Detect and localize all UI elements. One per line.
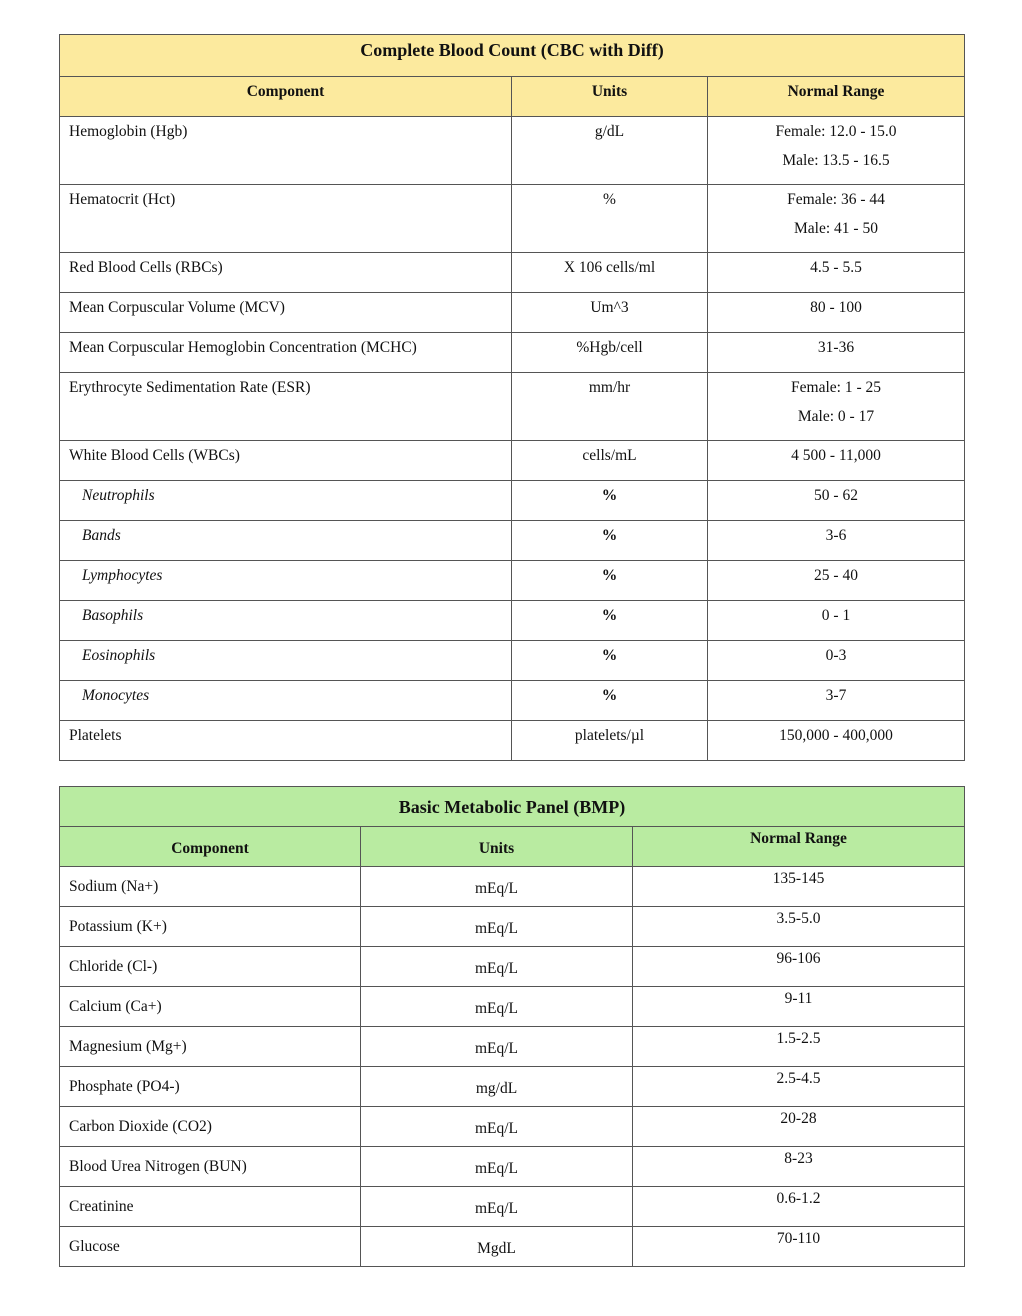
component-cell: Blood Urea Nitrogen (BUN) (60, 1147, 361, 1187)
component-cell: Phosphate (PO4-) (60, 1067, 361, 1107)
normal-range-cell (708, 253, 965, 293)
normal-range-cell (708, 185, 965, 253)
table-row (60, 561, 965, 601)
table-row (60, 333, 965, 373)
range-line: 4.5 - 5.5 (810, 259, 862, 276)
cbc-title: Complete Blood Count (CBC with Diff) (60, 35, 965, 77)
table-row (60, 721, 965, 761)
component-cell: Chloride (Cl-) (60, 947, 361, 987)
component-cell: Magnesium (Mg+) (60, 1027, 361, 1067)
units-cell: cells/mL (512, 441, 708, 481)
component-cell: Creatinine (60, 1187, 361, 1227)
normal-range-cell: 8-23 (633, 1147, 965, 1187)
units-cell: % (512, 641, 708, 681)
normal-range-cell: 2.5-4.5 (633, 1067, 965, 1107)
units-cell: % (512, 185, 708, 253)
table-row (60, 293, 965, 333)
range-line: 0 - 1 (821, 607, 851, 624)
cbc-table (59, 34, 965, 761)
units-cell: platelets/µl (512, 721, 708, 761)
bmp-table (59, 786, 965, 1267)
units-cell: MgdL (361, 1227, 633, 1267)
range-line: Female: 36 - 44 (787, 191, 885, 208)
range-line: Male: 0 - 17 (797, 408, 875, 425)
component-cell: Potassium (K+) (60, 907, 361, 947)
normal-range-cell (708, 441, 965, 481)
component-cell: Bands (60, 521, 512, 561)
normal-range-cell (708, 561, 965, 601)
normal-range-cell: 1.5-2.5 (633, 1027, 965, 1067)
component-cell: Hematocrit (Hct) (60, 185, 512, 253)
component-cell: White Blood Cells (WBCs) (60, 441, 512, 481)
range-line: 0-3 (825, 647, 847, 664)
units-cell: g/dL (512, 117, 708, 185)
units-cell: % (512, 601, 708, 641)
bmp-title: Basic Metabolic Panel (BMP) (60, 787, 965, 827)
header-component: Component (60, 77, 512, 117)
units-cell: mEq/L (361, 1107, 633, 1147)
table-row (60, 1027, 965, 1067)
units-cell: mm/hr (512, 373, 708, 441)
component-cell: Erythrocyte Sedimentation Rate (ESR) (60, 373, 512, 441)
normal-range-cell (708, 481, 965, 521)
normal-range-cell (708, 641, 965, 681)
range-line: Male: 41 - 50 (794, 220, 878, 237)
component-cell: Carbon Dioxide (CO2) (60, 1107, 361, 1147)
normal-range-cell: 0.6-1.2 (633, 1187, 965, 1227)
units-cell: mg/dL (361, 1067, 633, 1107)
normal-range-cell (708, 373, 965, 441)
range-line: 3-7 (825, 687, 847, 704)
table-row (60, 681, 965, 721)
table-row (60, 1067, 965, 1107)
cbc-title-row (60, 35, 965, 77)
table-row (60, 373, 965, 441)
table-row (60, 1147, 965, 1187)
normal-range-cell (708, 117, 965, 185)
table-row (60, 253, 965, 293)
normal-range-cell (708, 293, 965, 333)
table-row (60, 1187, 965, 1227)
range-line: 80 - 100 (810, 299, 862, 316)
normal-range-cell (708, 333, 965, 373)
range-line: 31-36 (817, 339, 855, 356)
range-line: 25 - 40 (814, 567, 858, 584)
table-row (60, 1107, 965, 1147)
component-cell: Mean Corpuscular Hemoglobin Concentration (MCHC) (60, 333, 512, 373)
component-cell: Mean Corpuscular Volume (MCV) (60, 293, 512, 333)
normal-range-cell (708, 601, 965, 641)
range-line: Female: 1 - 25 (791, 379, 881, 396)
units-cell: mEq/L (361, 867, 633, 907)
normal-range-cell: 3.5-5.0 (633, 907, 965, 947)
range-line: 150,000 - 400,000 (779, 727, 893, 744)
normal-range-cell: 70-110 (633, 1227, 965, 1267)
table-row (60, 907, 965, 947)
table-row (60, 185, 965, 253)
normal-range-cell (708, 721, 965, 761)
units-cell: % (512, 561, 708, 601)
range-line: Male: 13.5 - 16.5 (782, 152, 890, 169)
range-line: 3-6 (825, 527, 847, 544)
range-line: 4 500 - 11,000 (791, 447, 881, 464)
units-cell: X 106 cells/ml (512, 253, 708, 293)
units-cell: mEq/L (361, 947, 633, 987)
normal-range-cell: 96-106 (633, 947, 965, 987)
table-row (60, 441, 965, 481)
header-units: Units (512, 77, 708, 117)
component-cell: Red Blood Cells (RBCs) (60, 253, 512, 293)
header-normal-range: Normal Range (633, 827, 965, 867)
units-cell: mEq/L (361, 1027, 633, 1067)
component-cell: Monocytes (60, 681, 512, 721)
component-cell: Glucose (60, 1227, 361, 1267)
units-cell: % (512, 521, 708, 561)
component-cell: Sodium (Na+) (60, 867, 361, 907)
component-cell: Platelets (60, 721, 512, 761)
bmp-title-row (60, 787, 965, 827)
normal-range-cell (708, 521, 965, 561)
units-cell: % (512, 681, 708, 721)
units-cell: % (512, 481, 708, 521)
component-cell: Lymphocytes (60, 561, 512, 601)
component-cell: Hemoglobin (Hgb) (60, 117, 512, 185)
normal-range-cell: 135-145 (633, 867, 965, 907)
table-row (60, 867, 965, 907)
units-cell: mEq/L (361, 1147, 633, 1187)
table-row (60, 947, 965, 987)
units-cell: mEq/L (361, 1187, 633, 1227)
table-row (60, 1227, 965, 1267)
table-row (60, 987, 965, 1027)
bmp-header-row (60, 827, 965, 867)
range-line: 50 - 62 (814, 487, 858, 504)
units-cell: %Hgb/cell (512, 333, 708, 373)
component-cell: Basophils (60, 601, 512, 641)
units-cell: mEq/L (361, 987, 633, 1027)
normal-range-cell (708, 681, 965, 721)
units-cell: mEq/L (361, 907, 633, 947)
header-component: Component (60, 827, 361, 867)
table-row (60, 641, 965, 681)
header-normal-range: Normal Range (708, 77, 965, 117)
table-row (60, 601, 965, 641)
table-row (60, 521, 965, 561)
component-cell: Eosinophils (60, 641, 512, 681)
range-line: Female: 12.0 - 15.0 (775, 123, 897, 140)
normal-range-cell: 9-11 (633, 987, 965, 1027)
normal-range-cell: 20-28 (633, 1107, 965, 1147)
component-cell: Neutrophils (60, 481, 512, 521)
units-cell: Um^3 (512, 293, 708, 333)
header-units: Units (361, 827, 633, 867)
cbc-header-row (60, 77, 965, 117)
table-row (60, 481, 965, 521)
table-row (60, 117, 965, 185)
component-cell: Calcium (Ca+) (60, 987, 361, 1027)
